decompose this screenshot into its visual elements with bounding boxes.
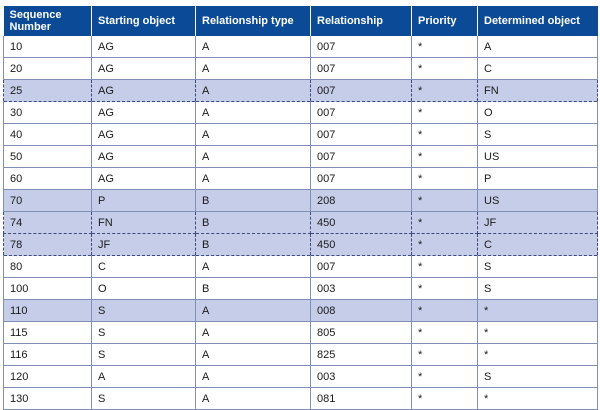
cell-relationship: 003 bbox=[311, 366, 412, 388]
table-row bbox=[4, 168, 598, 190]
table-body bbox=[4, 36, 598, 410]
cell-priority: * bbox=[412, 256, 478, 278]
cell-determined-object: S bbox=[478, 278, 598, 300]
cell-relationship-type: B bbox=[196, 212, 311, 234]
cell-determined-object: C bbox=[478, 58, 598, 80]
cell-relationship: 007 bbox=[311, 36, 412, 58]
cell-starting-object: S bbox=[92, 388, 196, 410]
cell-starting-object: AG bbox=[92, 124, 196, 146]
cell-determined-object: FN bbox=[478, 80, 598, 102]
cell-relationship-type: A bbox=[196, 102, 311, 124]
cell-priority: * bbox=[412, 146, 478, 168]
cell-priority: * bbox=[412, 36, 478, 58]
cell-determined-object: O bbox=[478, 102, 598, 124]
cell-sequence-number: 130 bbox=[4, 388, 92, 410]
cell-relationship-type: B bbox=[196, 234, 311, 256]
cell-determined-object: * bbox=[478, 388, 598, 410]
cell-relationship-type: B bbox=[196, 190, 311, 212]
cell-relationship: 007 bbox=[311, 124, 412, 146]
cell-determined-object: * bbox=[478, 344, 598, 366]
cell-starting-object: FN bbox=[92, 212, 196, 234]
cell-determined-object: US bbox=[478, 146, 598, 168]
cell-relationship: 007 bbox=[311, 146, 412, 168]
cell-sequence-number: 110 bbox=[4, 300, 92, 322]
cell-relationship-type: A bbox=[196, 300, 311, 322]
cell-sequence-number: 70 bbox=[4, 190, 92, 212]
cell-relationship-type: A bbox=[196, 58, 311, 80]
table-row bbox=[4, 36, 598, 58]
cell-relationship-type: A bbox=[196, 344, 311, 366]
table-row bbox=[4, 256, 598, 278]
cell-starting-object: AG bbox=[92, 36, 196, 58]
determination-table-container bbox=[3, 6, 597, 410]
table-row bbox=[4, 300, 598, 322]
cell-starting-object: S bbox=[92, 344, 196, 366]
cell-starting-object: P bbox=[92, 190, 196, 212]
cell-priority: * bbox=[412, 102, 478, 124]
cell-relationship-type: A bbox=[196, 146, 311, 168]
table-row bbox=[4, 190, 598, 212]
table-row bbox=[4, 322, 598, 344]
header-relationship-type: Relationship type bbox=[196, 6, 311, 36]
cell-starting-object: O bbox=[92, 278, 196, 300]
table-header bbox=[4, 6, 598, 36]
cell-relationship-type: A bbox=[196, 124, 311, 146]
cell-priority: * bbox=[412, 212, 478, 234]
cell-priority: * bbox=[412, 300, 478, 322]
cell-determined-object: * bbox=[478, 300, 598, 322]
cell-sequence-number: 40 bbox=[4, 124, 92, 146]
cell-relationship: 007 bbox=[311, 80, 412, 102]
cell-determined-object: JF bbox=[478, 212, 598, 234]
cell-starting-object: S bbox=[92, 300, 196, 322]
cell-sequence-number: 80 bbox=[4, 256, 92, 278]
cell-relationship-type: A bbox=[196, 36, 311, 58]
cell-relationship-type: B bbox=[196, 278, 311, 300]
cell-relationship-type: A bbox=[196, 168, 311, 190]
cell-starting-object: A bbox=[92, 366, 196, 388]
cell-determined-object: S bbox=[478, 366, 598, 388]
cell-determined-object: S bbox=[478, 256, 598, 278]
cell-relationship: 208 bbox=[311, 190, 412, 212]
cell-sequence-number: 20 bbox=[4, 58, 92, 80]
cell-relationship-type: A bbox=[196, 256, 311, 278]
cell-relationship-type: A bbox=[196, 366, 311, 388]
cell-determined-object: S bbox=[478, 124, 598, 146]
cell-relationship: 008 bbox=[311, 300, 412, 322]
header-starting-object: Starting object bbox=[92, 6, 196, 36]
table-row bbox=[4, 146, 598, 168]
table-row bbox=[4, 58, 598, 80]
cell-relationship: 825 bbox=[311, 344, 412, 366]
cell-starting-object: AG bbox=[92, 168, 196, 190]
cell-priority: * bbox=[412, 168, 478, 190]
cell-sequence-number: 116 bbox=[4, 344, 92, 366]
cell-sequence-number: 30 bbox=[4, 102, 92, 124]
cell-starting-object: AG bbox=[92, 58, 196, 80]
table-row bbox=[4, 212, 598, 234]
cell-priority: * bbox=[412, 124, 478, 146]
cell-priority: * bbox=[412, 58, 478, 80]
cell-starting-object: C bbox=[92, 256, 196, 278]
cell-priority: * bbox=[412, 366, 478, 388]
cell-determined-object: A bbox=[478, 36, 598, 58]
cell-sequence-number: 100 bbox=[4, 278, 92, 300]
cell-determined-object: P bbox=[478, 168, 598, 190]
cell-starting-object: AG bbox=[92, 146, 196, 168]
cell-relationship: 007 bbox=[311, 256, 412, 278]
cell-starting-object: AG bbox=[92, 80, 196, 102]
cell-relationship: 007 bbox=[311, 102, 412, 124]
header-relationship: Relationship bbox=[311, 6, 412, 36]
cell-relationship: 007 bbox=[311, 168, 412, 190]
table-row bbox=[4, 388, 598, 410]
cell-relationship: 805 bbox=[311, 322, 412, 344]
cell-starting-object: JF bbox=[92, 234, 196, 256]
cell-priority: * bbox=[412, 190, 478, 212]
cell-priority: * bbox=[412, 388, 478, 410]
cell-sequence-number: 10 bbox=[4, 36, 92, 58]
header-sequence-number: Sequence Number bbox=[4, 6, 92, 36]
header-row bbox=[4, 6, 598, 36]
table-row bbox=[4, 234, 598, 256]
table-row bbox=[4, 124, 598, 146]
cell-relationship: 003 bbox=[311, 278, 412, 300]
cell-determined-object: C bbox=[478, 234, 598, 256]
cell-priority: * bbox=[412, 80, 478, 102]
cell-relationship: 081 bbox=[311, 388, 412, 410]
cell-relationship: 007 bbox=[311, 58, 412, 80]
table-row bbox=[4, 102, 598, 124]
cell-relationship-type: A bbox=[196, 80, 311, 102]
cell-priority: * bbox=[412, 322, 478, 344]
cell-relationship: 450 bbox=[311, 212, 412, 234]
cell-sequence-number: 74 bbox=[4, 212, 92, 234]
table-row bbox=[4, 344, 598, 366]
cell-sequence-number: 120 bbox=[4, 366, 92, 388]
cell-determined-object: US bbox=[478, 190, 598, 212]
cell-determined-object: * bbox=[478, 322, 598, 344]
table-row bbox=[4, 366, 598, 388]
cell-relationship-type: A bbox=[196, 322, 311, 344]
cell-priority: * bbox=[412, 234, 478, 256]
determination-table bbox=[3, 6, 598, 410]
cell-sequence-number: 60 bbox=[4, 168, 92, 190]
cell-relationship-type: A bbox=[196, 388, 311, 410]
cell-starting-object: AG bbox=[92, 102, 196, 124]
cell-starting-object: S bbox=[92, 322, 196, 344]
cell-sequence-number: 50 bbox=[4, 146, 92, 168]
table-row bbox=[4, 278, 598, 300]
cell-relationship: 450 bbox=[311, 234, 412, 256]
header-priority: Priority bbox=[412, 6, 478, 36]
cell-sequence-number: 25 bbox=[4, 80, 92, 102]
cell-priority: * bbox=[412, 278, 478, 300]
header-determined-object: Determined object bbox=[478, 6, 598, 36]
cell-priority: * bbox=[412, 344, 478, 366]
cell-sequence-number: 78 bbox=[4, 234, 92, 256]
table-row bbox=[4, 80, 598, 102]
cell-sequence-number: 115 bbox=[4, 322, 92, 344]
